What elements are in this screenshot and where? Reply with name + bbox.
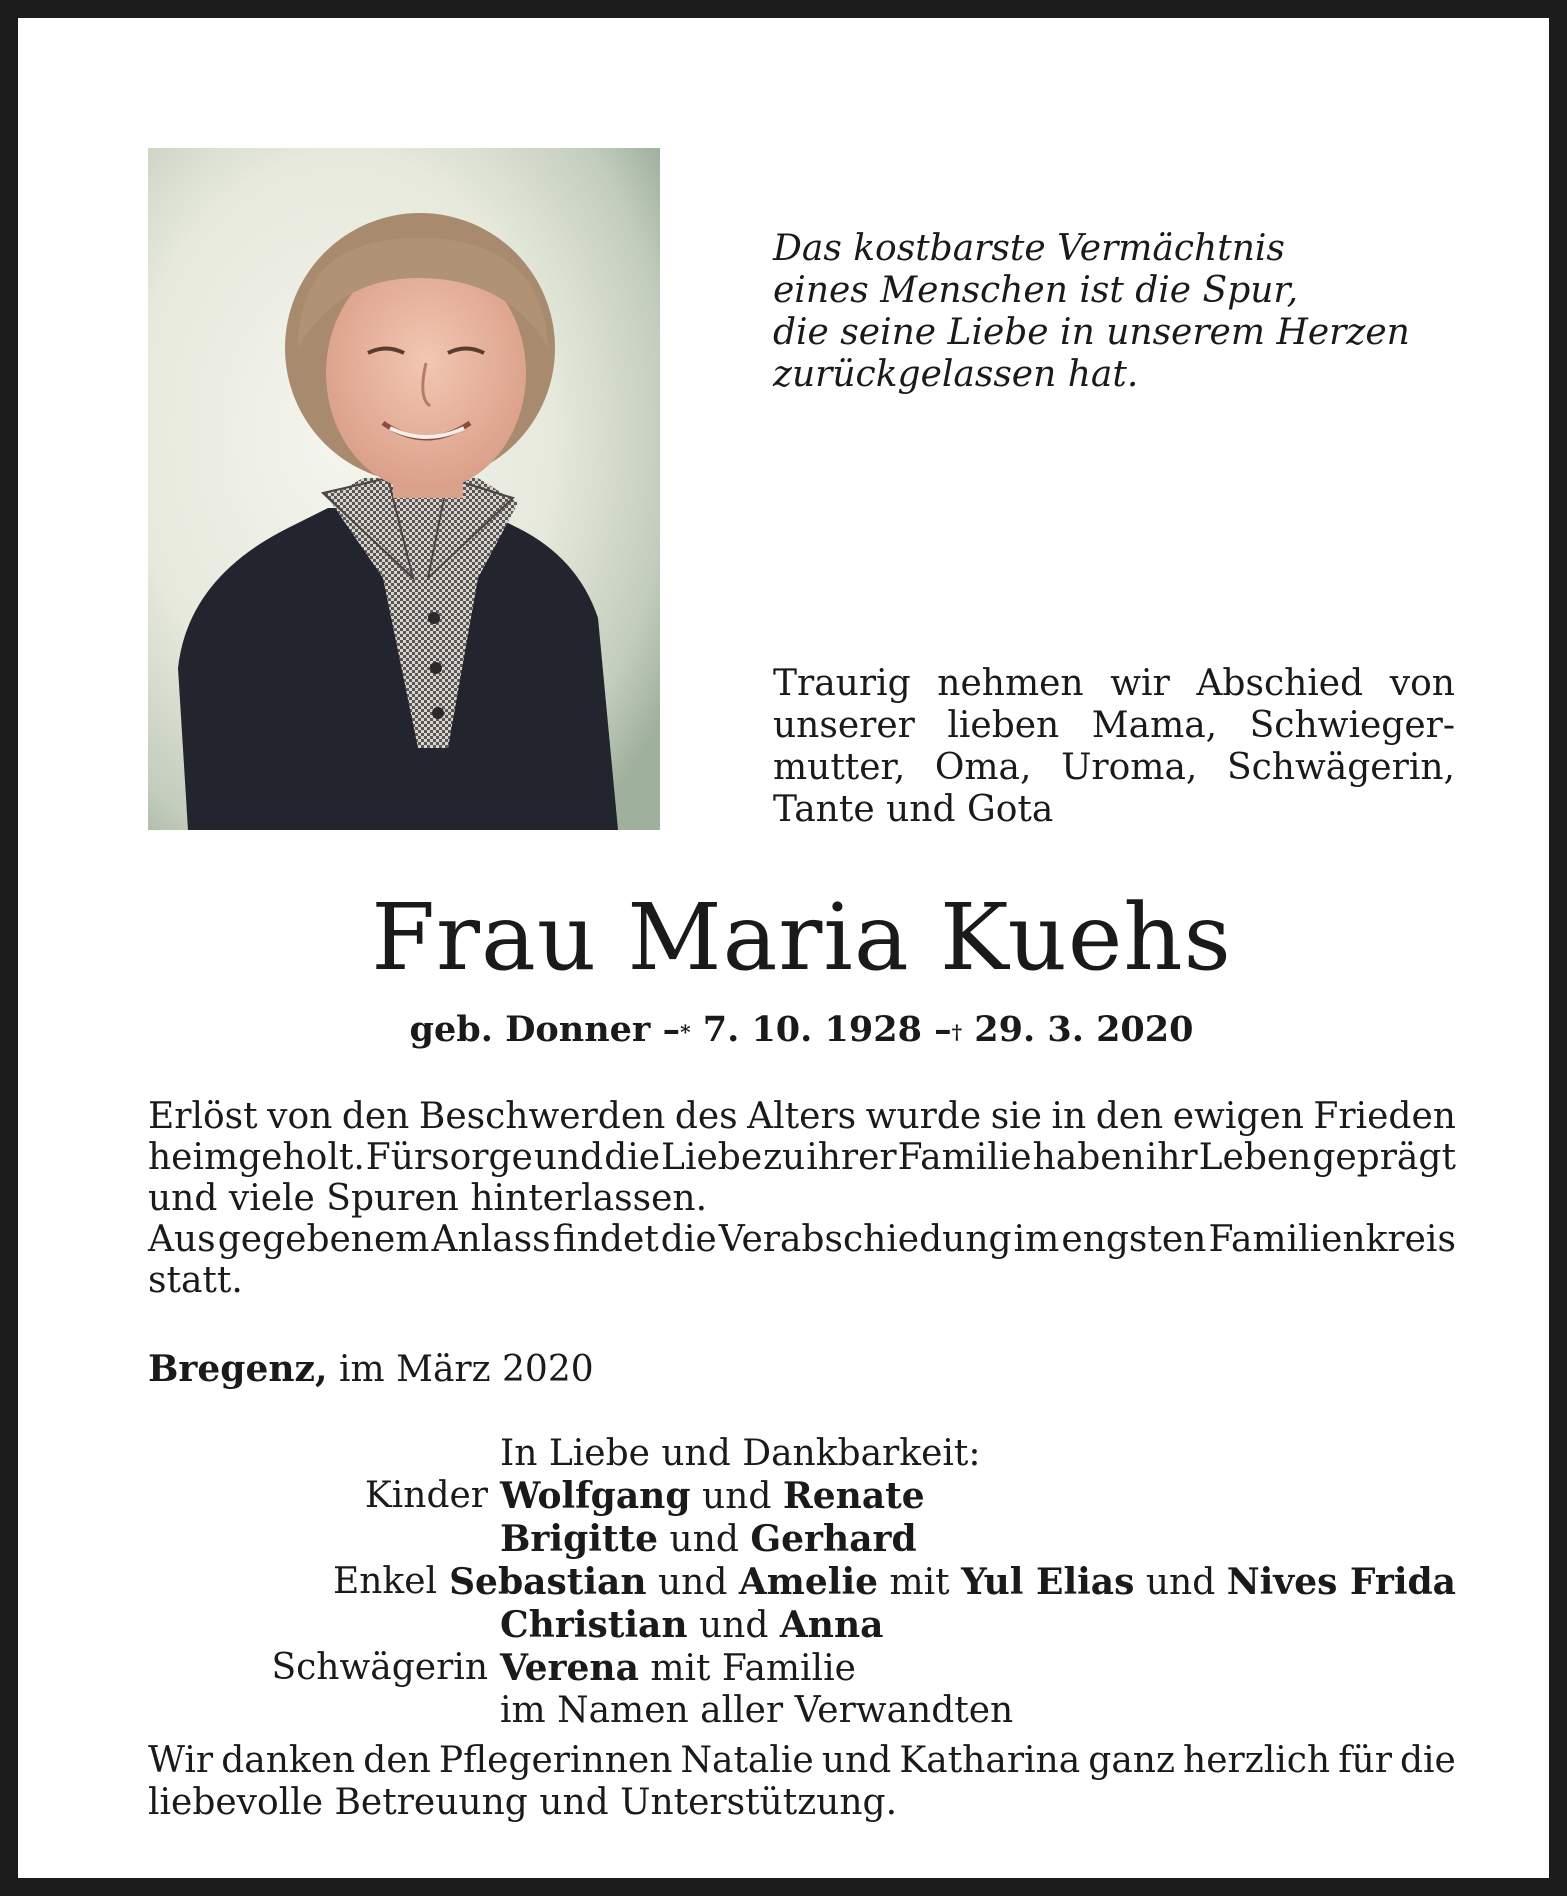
signer-row [148, 1475, 1456, 1518]
text-line [148, 1137, 1456, 1178]
deceased-name: Frau Maria Kuehs [371, 884, 1232, 991]
signer-connector: im Namen aller Verwandten [500, 1690, 1014, 1731]
text-line [773, 663, 1455, 705]
word: Schwieger- [1249, 705, 1455, 746]
word: wurde [865, 1096, 982, 1137]
word: die [1400, 1740, 1456, 1781]
word: die [604, 1137, 661, 1178]
quote-line: die seine Liebe in unserem Herzen [773, 312, 1410, 353]
signer-names [500, 1690, 1013, 1732]
word: herzlich [1183, 1740, 1331, 1781]
word: lieben [947, 705, 1060, 746]
signer-names [500, 1518, 917, 1561]
word: danken [221, 1740, 356, 1781]
word: Liebe [661, 1137, 763, 1178]
death-symbol: † [951, 1020, 963, 1044]
word: Verabschiedung [718, 1219, 1012, 1260]
signer-name: Sebastian [449, 1561, 647, 1603]
signer-names [500, 1475, 925, 1518]
word: ganz [1088, 1740, 1175, 1781]
text-line [148, 1219, 1456, 1260]
word: Schwägerin, [1226, 747, 1455, 788]
word: den [1095, 1096, 1164, 1137]
word: Familienkreis [1208, 1219, 1456, 1260]
word: zu [763, 1137, 806, 1178]
quote-line: eines Menschen ist die Spur, [773, 270, 1299, 311]
signer-connector: und [646, 1562, 739, 1603]
word: von [1389, 663, 1455, 704]
place-date: im März 2020 [338, 1349, 594, 1390]
word: nehmen [937, 663, 1084, 704]
text-line [148, 1096, 1456, 1137]
separator-dash: – [662, 1009, 681, 1050]
signer-row [148, 1518, 1456, 1561]
word: gegebenem [217, 1219, 430, 1260]
word: Leben [1198, 1137, 1312, 1178]
word: von [267, 1096, 333, 1137]
text-line: und viele Spuren hinterlassen. [148, 1178, 708, 1219]
signer-role [148, 1690, 500, 1732]
death-date: 29. 3. 2020 [974, 1009, 1194, 1050]
word: Mama, [1091, 705, 1218, 746]
word: Traurig [773, 663, 911, 704]
portrait-photo [148, 148, 660, 830]
word: ihrer [806, 1137, 897, 1178]
signer-connector: und [687, 1605, 780, 1646]
signer-names [500, 1647, 856, 1690]
text-line: liebevolle Betreuung und Unterstützung. [148, 1782, 898, 1823]
word: die [660, 1219, 717, 1260]
word: und [533, 1137, 604, 1178]
word: unserer [773, 705, 915, 746]
word: findet [552, 1219, 659, 1260]
signer-name: Nives Frida [1226, 1561, 1456, 1603]
life-dates [18, 1008, 1567, 1052]
word: ewigen [1172, 1096, 1304, 1137]
word: haben [1032, 1137, 1145, 1178]
signer-name: Yul Elias [961, 1561, 1135, 1603]
word: Uroma, [1061, 747, 1198, 788]
signer-name: Christian [500, 1604, 688, 1646]
text-line: Tante und Gota [773, 789, 1054, 830]
signer-role: Kinder [364, 1475, 488, 1516]
text-line: statt. [148, 1260, 243, 1301]
word: Beschwerden [418, 1096, 666, 1137]
word: geprägt [1312, 1137, 1456, 1178]
word: Anlass [431, 1219, 551, 1260]
signer-connector: und [658, 1519, 751, 1560]
birth-date: 7. 10. 1928 [702, 1009, 922, 1050]
word: Katharina [899, 1740, 1081, 1781]
word: für [1338, 1740, 1392, 1781]
word: des [674, 1096, 738, 1137]
text-line [148, 1740, 1456, 1782]
word: den [341, 1096, 410, 1137]
signer-connector: mit Familie [638, 1648, 856, 1689]
thanks-text [148, 1740, 1456, 1824]
word: Natalie [680, 1740, 814, 1781]
word: Wir [148, 1740, 214, 1781]
word: Frieden [1313, 1096, 1456, 1137]
signer-connector: und [1134, 1562, 1227, 1603]
word: Abschied [1196, 663, 1364, 704]
signer-connector: mit [878, 1562, 962, 1603]
word: Erlöst [148, 1096, 258, 1137]
word: in [1051, 1096, 1087, 1137]
birth-name: geb. Donner [409, 1009, 651, 1050]
word: Fürsorge [365, 1137, 533, 1178]
word: Aus [148, 1219, 216, 1260]
text-line [773, 747, 1455, 789]
text-line [773, 705, 1455, 747]
signer-role [148, 1518, 500, 1561]
signer-name: Renate [782, 1475, 925, 1517]
word: ihr [1145, 1137, 1198, 1178]
signer-rows [148, 1475, 1456, 1732]
signer-name: Verena [500, 1647, 639, 1689]
portrait-illustration [148, 148, 660, 830]
word: im [1013, 1219, 1060, 1260]
word: Familie [897, 1137, 1032, 1178]
farewell-text [773, 663, 1455, 831]
signer-connector: und [690, 1476, 783, 1517]
signer-name: Brigitte [500, 1518, 659, 1560]
signer-name: Gerhard [750, 1518, 917, 1560]
signer-name: Wolfgang [500, 1475, 691, 1517]
signer-names [500, 1604, 883, 1647]
separator-dash: – [934, 1009, 952, 1050]
memorial-quote [773, 228, 1410, 396]
signer-role [148, 1604, 500, 1647]
signer-row [148, 1604, 1456, 1647]
signer-name: Amelie [738, 1561, 879, 1603]
birth-symbol: * [680, 1020, 691, 1044]
signers-block [148, 1433, 1456, 1732]
word: und [821, 1740, 892, 1781]
signer-role: Enkel [332, 1561, 438, 1602]
quote-line: zurückgelassen hat. [773, 354, 1139, 395]
signer-name: Anna [779, 1604, 884, 1646]
word: den [363, 1740, 431, 1781]
word: wir [1110, 663, 1170, 704]
signers-intro: In Liebe und Dankbarkeit: [500, 1433, 981, 1474]
word: mutter, [773, 747, 906, 788]
signer-names [449, 1561, 1456, 1604]
word: sie [990, 1096, 1042, 1137]
place-and-date [148, 1348, 594, 1391]
signer-role: Schwägerin [271, 1647, 488, 1688]
word: Pflegerinnen [438, 1740, 673, 1781]
obituary-body [148, 1096, 1456, 1301]
quote-line: Das kostbarste Vermächtnis [773, 228, 1285, 269]
word: engsten [1061, 1219, 1207, 1260]
word: Alters [747, 1096, 857, 1137]
signer-row [148, 1647, 1456, 1690]
word: heimgeholt. [148, 1137, 365, 1178]
signers-intro-row [148, 1433, 1456, 1475]
place-city: Bregenz, [148, 1348, 328, 1390]
signer-row [148, 1690, 1456, 1732]
signer-row [148, 1561, 1456, 1604]
word: Oma, [934, 747, 1032, 788]
